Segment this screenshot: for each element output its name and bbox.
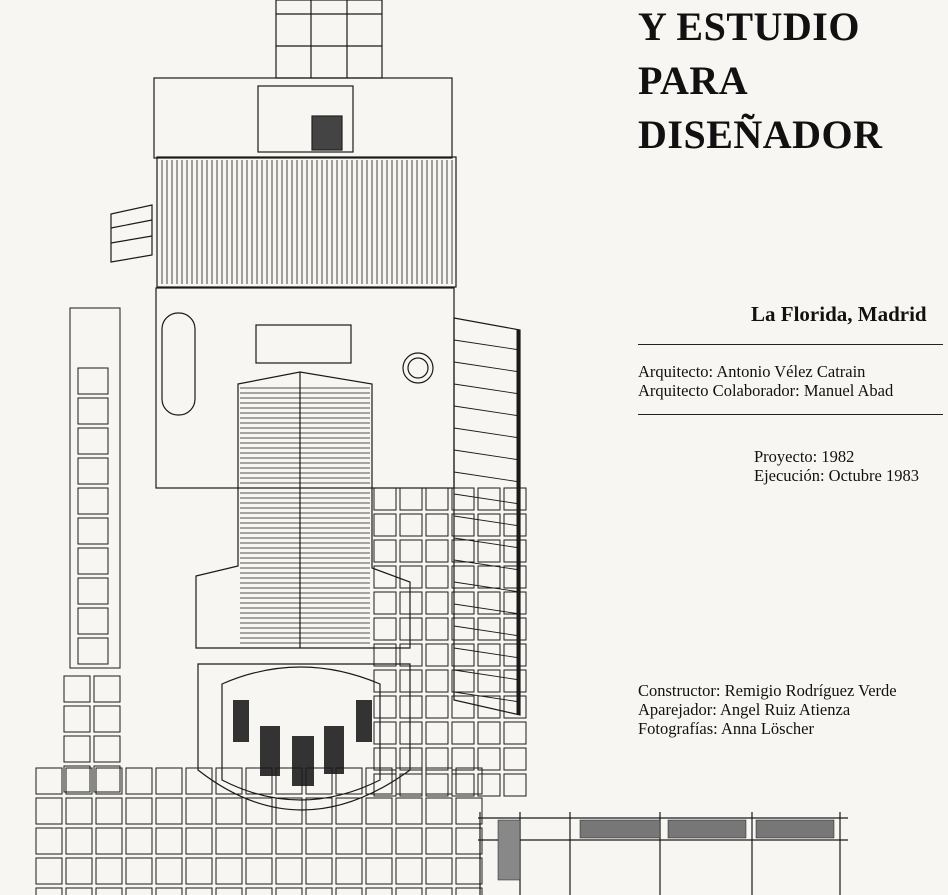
credit-line: Fotografías: Anna Löscher [638,719,814,738]
pergola [454,318,520,715]
credit-line: Aparejador: Angel Ruiz Atienza [638,700,851,719]
title-line: Y ESTUDIO [638,4,860,49]
title-line: DISEÑADOR [638,112,883,157]
credit-line: Arquitecto Colaborador: Manuel Abad [638,381,894,400]
divider-rule [638,414,943,415]
page-title [638,0,883,162]
title-line: PARA [638,58,749,103]
project-dates [754,447,919,485]
credit-line: Constructor: Remigio Rodríguez Verde [638,681,897,700]
upper-roof [157,157,456,287]
team-credits [638,681,897,738]
tower-grid [276,0,382,78]
location: La Florida, Madrid [751,302,927,326]
credit-line: Arquitecto: Antonio Vélez Catrain [638,362,866,381]
fence [478,812,848,895]
credit-line: Ejecución: Octubre 1983 [754,466,919,485]
divider-rule [638,344,943,345]
credit-line: Proyecto: 1982 [754,447,855,466]
architect-credits [638,362,893,400]
bay-window [198,664,410,810]
